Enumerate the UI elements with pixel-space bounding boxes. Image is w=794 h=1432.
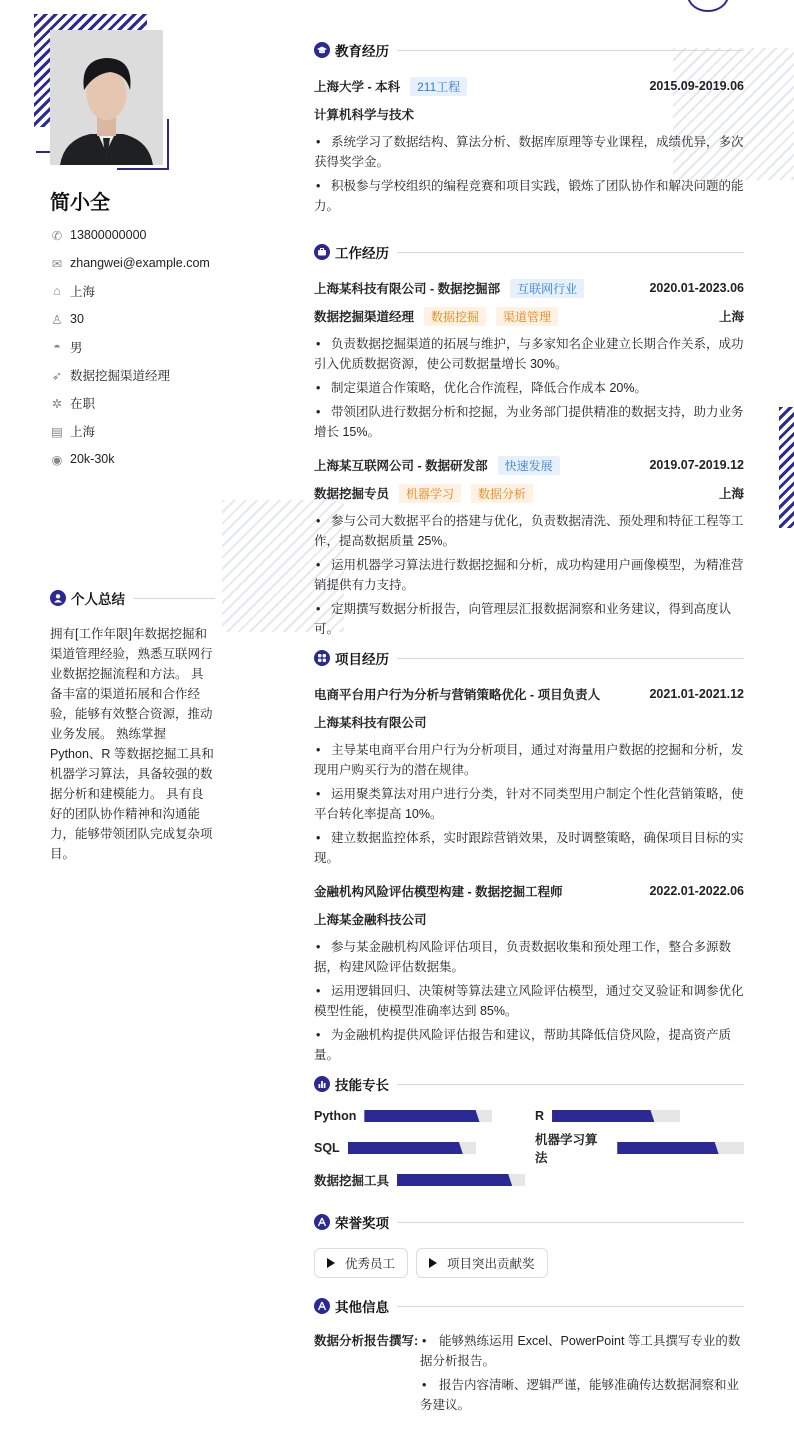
- bullet-text: 运用聚类算法对用户进行分类，针对不同类型用户制定个性化营销策略，使平台转化率提高 10%。: [314, 787, 744, 821]
- bullet-dot: •: [316, 514, 321, 528]
- skill-name: 机器学习算法: [535, 1133, 598, 1165]
- bullet-text: 运用逻辑回归、决策树等算法建立风险评估模型，通过交叉验证和调参优化模型性能，使模型准确率达到 85%。: [314, 984, 744, 1018]
- tag-badge: 数据分析: [471, 484, 533, 503]
- bullet-text: 制定渠道合作策略，优化合作流程，降低合作成本 20%。: [331, 381, 647, 395]
- contact-item: [50, 253, 210, 273]
- honor-button[interactable]: [314, 1248, 408, 1278]
- entry-subtitle: 上海某金融科技公司: [314, 913, 427, 927]
- entry-sub-row: [314, 708, 744, 736]
- skills-section-title: 技能专长: [335, 1078, 389, 1093]
- divider: [133, 598, 215, 599]
- info-icon: [314, 1298, 330, 1314]
- home-icon: ⌂: [53, 284, 61, 298]
- bullet-text: 参与某金融机构风险评估项目，负责数据收集和预处理工作，整合多源数据，构建风险评估数据集。: [314, 940, 732, 974]
- bullet-item: [314, 555, 744, 595]
- bullet-dot: •: [316, 743, 321, 757]
- skill-item: [535, 1133, 744, 1165]
- entry-item: [314, 274, 744, 442]
- skill-bar: [364, 1110, 492, 1122]
- education-section-header: [314, 40, 744, 60]
- tag-badge: 互联网行业: [510, 279, 584, 298]
- entry-subtitle: 数据挖掘渠道经理: [314, 310, 415, 324]
- bullet-dot: •: [316, 1028, 321, 1042]
- entry-title-row: [314, 274, 744, 302]
- gender-icon: ◓: [53, 340, 61, 354]
- bullet-text: 负责数据挖掘渠道的拓展与维护，与多家知名企业建立长期合作关系，成功引入优质数据资源，使公司数据量增长 30%。: [314, 337, 744, 371]
- grid-icon: [314, 650, 330, 666]
- entry-title: 金融机构风险评估模型构建 - 数据挖掘工程师: [314, 885, 563, 899]
- mail-icon: ✉: [51, 256, 63, 271]
- skill-name: 数据挖掘工具: [314, 1174, 390, 1188]
- skill-item: [535, 1106, 680, 1126]
- skill-bar: [617, 1142, 744, 1154]
- bullet-dot: •: [316, 940, 321, 954]
- bullet-item: [314, 981, 744, 1021]
- work-section-header: [314, 242, 744, 262]
- bullet-item: [314, 176, 744, 216]
- contact-item: [50, 393, 95, 413]
- avatar-photo: [50, 30, 163, 165]
- bullet-item: [314, 511, 744, 551]
- contact-item: [50, 225, 146, 245]
- honor-button[interactable]: [416, 1248, 548, 1278]
- contact-item: [50, 281, 95, 301]
- skill-item: [314, 1170, 525, 1190]
- bullet-item: [314, 334, 744, 374]
- bullet-dot: •: [316, 831, 321, 845]
- bullet-text: 主导某电商平台用户行为分析项目，通过对海量用户数据的挖掘和分析，发现用户购买行为的潜在规律。: [314, 743, 744, 777]
- bullet-item: [314, 740, 744, 780]
- tag-badge: 211工程: [410, 77, 467, 96]
- contact-text: 上海: [70, 425, 96, 439]
- entry-subtitle: 上海某科技有限公司: [314, 716, 427, 730]
- contact-item: [50, 421, 95, 441]
- divider: [397, 658, 744, 659]
- entry-title-row: [314, 451, 744, 479]
- entry-sub-row: [314, 479, 744, 507]
- bullet-item: [314, 828, 744, 868]
- skills-grid: [314, 1106, 744, 1206]
- bullet-text: 能够熟练运用 Excel、PowerPoint 等工具撰写专业的数据分析报告。: [420, 1334, 741, 1368]
- entry-sub-row: [314, 905, 744, 933]
- entry-sub-row: [314, 100, 744, 128]
- entry-location: 上海: [718, 310, 744, 324]
- contact-text: 20k-30k: [70, 452, 115, 466]
- salary-icon: ◉: [51, 452, 63, 467]
- status-icon: ✲: [51, 396, 63, 411]
- contact-text: 数据挖掘渠道经理: [70, 369, 171, 383]
- other-label: 数据分析报告撰写:: [314, 1334, 419, 1348]
- bullet-item: [314, 599, 744, 639]
- contact-text: 13800000000: [70, 228, 147, 242]
- bullet-item: [314, 784, 744, 824]
- skill-item: [314, 1138, 476, 1158]
- divider: [397, 252, 744, 253]
- skill-bar-fill: [552, 1110, 654, 1122]
- bullet-item: [314, 402, 744, 442]
- play-icon: [327, 1258, 335, 1268]
- skill-bar: [552, 1110, 680, 1122]
- skill-bar: [348, 1142, 476, 1154]
- contact-item: [50, 337, 83, 357]
- entry-subtitle: 计算机科学与技术: [314, 108, 415, 122]
- bullet-text: 带领团队进行数据分析和挖掘，为业务部门提供精准的数据支持，助力业务增长 15%。: [314, 405, 744, 439]
- contact-text: 在职: [70, 397, 96, 411]
- divider: [397, 1222, 744, 1223]
- building-icon: ▤: [51, 424, 63, 439]
- skill-bar: [397, 1174, 525, 1186]
- work-section: [314, 242, 744, 648]
- entry-item: [314, 72, 744, 216]
- skill-name: SQL: [314, 1141, 340, 1155]
- decor-circle: [687, 0, 729, 12]
- skills-section: [314, 1074, 744, 1206]
- tag-badge: 渠道管理: [496, 307, 558, 326]
- decor-line-left: [36, 151, 50, 153]
- honors-section: [314, 1212, 744, 1278]
- entry-item: [314, 877, 744, 1065]
- projects-section-title: 项目经历: [335, 652, 389, 667]
- bullet-text: 定期撰写数据分析报告，向管理层汇报数据洞察和业务建议，得到高度认可。: [314, 602, 732, 636]
- skill-bar-fill: [397, 1174, 512, 1186]
- bullet-dot: •: [316, 984, 321, 998]
- education-section-title: 教育经历: [335, 44, 389, 59]
- tag-badge: 数据挖掘: [424, 307, 486, 326]
- position-icon: ➶: [51, 368, 63, 383]
- bullet-text: 参与公司大数据平台的搭建与优化，负责数据清洗、预处理和特征工程等工作，提高数据质量 25%。: [314, 514, 744, 548]
- honor-label: 项目突出贡献奖: [447, 1257, 535, 1271]
- contact-text: 男: [70, 341, 83, 355]
- contact-item: [50, 309, 84, 329]
- skill-bar-fill: [348, 1142, 463, 1154]
- bullet-text: 为金融机构提供风险评估报告和建议，帮助其降低信贷风险，提高资产质量。: [314, 1028, 732, 1062]
- bullet-list: [314, 937, 744, 1065]
- bullet-dot: •: [316, 179, 321, 193]
- divider: [397, 50, 744, 51]
- skill-name: Python: [314, 1109, 357, 1123]
- honor-label: 优秀员工: [345, 1257, 396, 1271]
- bullet-dot: •: [316, 381, 321, 395]
- age-icon: ♙: [51, 312, 63, 327]
- entry-date: 2020.01-2023.06: [649, 281, 744, 295]
- bullet-item: [314, 1025, 744, 1065]
- bullet-dot: •: [316, 337, 321, 351]
- bullet-item: [314, 132, 744, 172]
- honors-section-header: [314, 1212, 744, 1232]
- contact-text: 30: [70, 312, 84, 326]
- phone-icon: ✆: [51, 228, 63, 243]
- award-icon: [314, 1214, 330, 1230]
- contact-item: [50, 365, 170, 385]
- entry-subtitle: 数据挖掘专员: [314, 487, 390, 501]
- entry-title: 电商平台用户行为分析与营销策略优化 - 项目负责人: [314, 688, 601, 702]
- summary-title: 个人总结: [71, 592, 125, 607]
- play-icon: [429, 1258, 437, 1268]
- skill-name: R: [535, 1109, 545, 1123]
- entry-title: 上海某互联网公司 - 数据研发部: [314, 459, 488, 473]
- entry-date: 2021.01-2021.12: [649, 687, 744, 701]
- projects-section-header: [314, 648, 744, 668]
- entry-date: 2019.07-2019.12: [649, 458, 744, 472]
- decor-stripes-right-edge: [779, 407, 794, 528]
- bullet-text: 报告内容清晰、逻辑严谨，能够准确传达数据洞察和业务建议。: [420, 1378, 740, 1412]
- skills-section-header: [314, 1074, 744, 1094]
- entry-title-row: [314, 680, 744, 708]
- bullet-item: [314, 937, 744, 977]
- tag-badge: 快速发展: [498, 456, 560, 475]
- bullet-list: [314, 740, 744, 868]
- entry-date: 2015.09-2019.06: [649, 79, 744, 93]
- bar-chart-icon: [314, 1076, 330, 1092]
- bullet-text: 系统学习了数据结构、算法分析、数据库原理等专业课程，成绩优异，多次获得奖学金。: [314, 135, 744, 169]
- contact-text: zhangwei@example.com: [70, 256, 210, 270]
- bullet-dot: •: [316, 787, 321, 801]
- skill-item: [314, 1106, 492, 1126]
- entry-item: [314, 451, 744, 639]
- divider: [397, 1084, 744, 1085]
- bullet-list: [314, 334, 744, 442]
- entry-location: 上海: [718, 487, 744, 501]
- entry-date: 2022.01-2022.06: [649, 884, 744, 898]
- bullet-dot: •: [316, 558, 321, 572]
- bullet-item: [314, 378, 744, 398]
- bullet-item: [420, 1375, 744, 1415]
- entry-title: 上海大学 - 本科: [314, 80, 401, 94]
- skill-bar-fill: [364, 1110, 479, 1122]
- entry-title: 上海某科技有限公司 - 数据挖掘部: [314, 282, 501, 296]
- bullet-item: [420, 1331, 744, 1371]
- education-section: [314, 40, 744, 225]
- entry-title-row: [314, 72, 744, 100]
- tag-badge: 机器学习: [399, 484, 461, 503]
- bullet-dot: •: [422, 1378, 427, 1392]
- entry-sub-row: [314, 302, 744, 330]
- divider: [397, 1306, 744, 1307]
- bullet-dot: •: [316, 405, 321, 419]
- bullet-list: [314, 511, 744, 639]
- bullet-list: [314, 132, 744, 216]
- briefcase-icon: [314, 244, 330, 260]
- skill-bar-fill: [617, 1142, 718, 1154]
- work-section-title: 工作经历: [335, 246, 389, 261]
- bullet-text: 运用机器学习算法进行数据挖掘和分析，成功构建用户画像模型，为精准营销提供有力支持。: [314, 558, 744, 592]
- user-icon: [50, 590, 66, 606]
- summary-header: [50, 588, 215, 608]
- contact-item: [50, 449, 114, 469]
- summary-text: 拥有[工作年限]年数据挖掘和渠道管理经验，熟悉互联网行业数据挖掘流程和方法。 具备丰富的渠道拓展和合作经验，能够有效整合资源，推动业务发展。 熟练掌握 Python、R 等数据挖掘工具和机器学习算法，具备较强的数据分析和建模能力。 具有良好的团队协作精神和沟通能力，能够带领团队完成复杂项目。: [50, 627, 214, 861]
- bullet-dot: •: [422, 1334, 427, 1348]
- graduation-cap-icon: [314, 42, 330, 58]
- other-section: [314, 1296, 744, 1419]
- other-section-title: 其他信息: [335, 1300, 389, 1315]
- honors-section-title: 荣誉奖项: [335, 1216, 389, 1231]
- projects-section: [314, 648, 744, 1074]
- entry-title-row: [314, 877, 744, 905]
- bullet-text: 积极参与学校组织的编程竞赛和项目实践，锻炼了团队协作和解决问题的能力。: [314, 179, 744, 213]
- other-bullets: [420, 1331, 744, 1419]
- bullet-text: 建立数据监控体系，实时跟踪营销效果，及时调整策略，确保项目目标的实现。: [314, 831, 744, 865]
- bullet-dot: •: [316, 135, 321, 149]
- other-section-header: [314, 1296, 744, 1316]
- entry-item: [314, 680, 744, 868]
- candidate-name: 简小全: [50, 192, 110, 214]
- bullet-dot: •: [316, 602, 321, 616]
- contact-text: 上海: [70, 285, 96, 299]
